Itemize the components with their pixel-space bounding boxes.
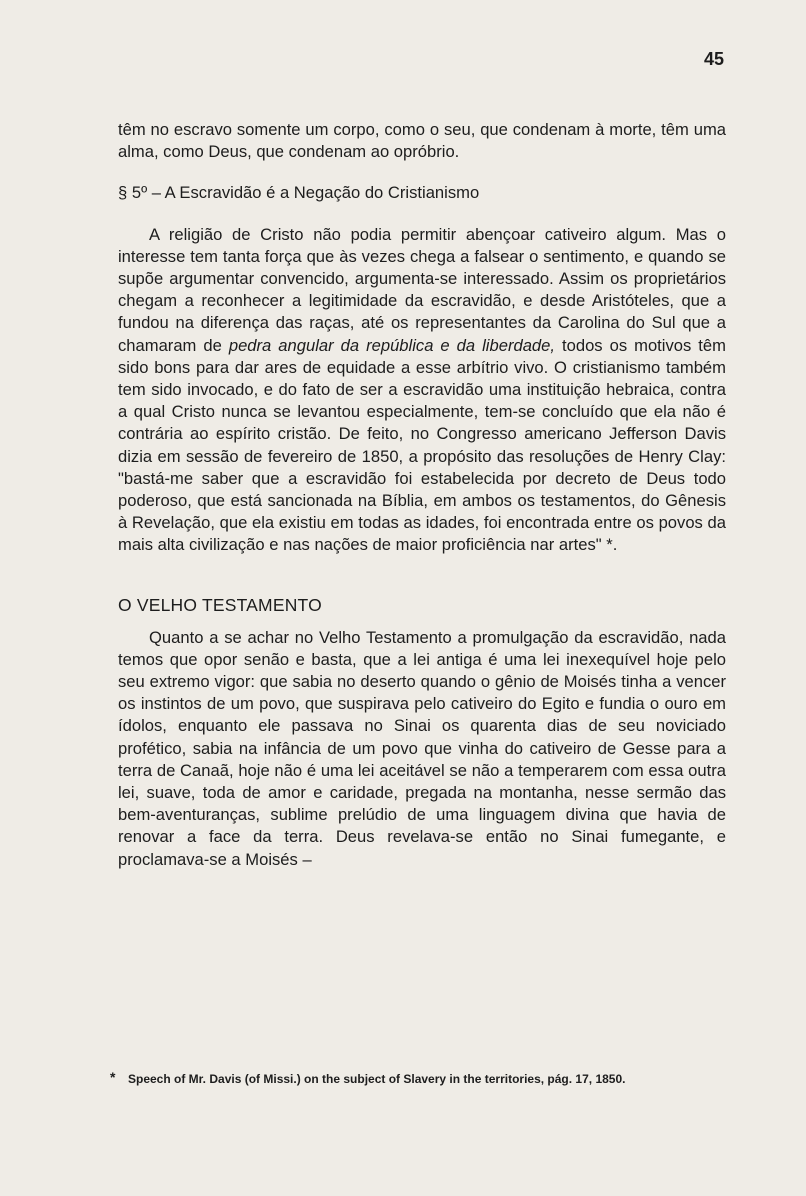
page-number: 45 [703,49,724,69]
paragraph-religion [118,224,726,557]
footnote-marker: * [110,1069,116,1085]
paragraph-text-part: todos os motivos têm sido bons para dar ares de equidade a esse arbítrio vivo. O cristianismo também tem sido invocado, e do fato de ser a escravidão uma instituição hebraica, contra a qual Cristo nunca se levantou especialmente, tem-se concluído que ela não é contrária ao espírito cristão. De feito, no Congresso americano Jefferson Davis dizia em sessão de fevereiro de 1850, a propósito das resoluções de Henry Clay: "bastá-me saber que a escravidão foi estabelecida por decreto de Deus todo poderoso, que está sancionada na Bíblia, em ambos os testamentos, do Gênesis à Revelação, que ela existiu em todas as idades, foi encontrada entre os povos da mais alta civilização e nas nações de maior proficiência nar artes" *. [118,335,726,555]
page-body [118,119,726,871]
italic-quote: pedra angular da república e da liberdade, [228,335,556,355]
paragraph-old-testament: Quanto a se achar no Velho Testamento a promulgação da escravidão, nada temos que opor senão e basta, que a lei antiga é uma lei inexequível hoje pelo seu extremo vigor: que sabia no deserto quando o gênio de Moisés tinha a vencer os instintos de um povo, que suspirava pelo cativeiro do Egito e fundia o ouro em ídolos, enquanto ele passava no Sinai os quarenta dias de seu noviciado profético, sabia na infância de um povo que vinha do cativeiro de Gesse para a terra de Canaã, hoje não é uma lei aceitável se não a temperarem com essa outra lei, suave, toda de amor e caridade, pregada na montanha, nesse sermão das bem-aventuranças, sublime prelúdio de uma linguagem divina que havia de renovar a face da terra. Deus revelava-se então no Sinai fumegante, e proclamava-se a Moisés – [118,627,726,869]
paragraph-continuation: têm no escravo somente um corpo, como o seu, que condenam à morte, têm uma alma, como Deus, que condenam ao opróbrio. [118,120,726,162]
footnote-text: Speech of Mr. Davis (of Missi.) on the subject of Slavery in the territories, pág. 17, 1850. [128,1072,626,1086]
paragraph-text-part: A religião de Cristo não podia permitir abençoar cativeiro algum. Mas o interesse tem tanta força que às vezes chega a falsear o sentimento, e quando se supõe argumentar convencido, argumenta-se interessado. Assim os proprietários chegam a reconhecer a legitimidade da escravidão, e desde Aristóteles, que a fundou na diferença das raças, até os representantes da Carolina do Sul que a chamaram de [118,224,726,355]
subheading: O VELHO TESTAMENTO [118,594,322,615]
section-heading: § 5º – A Escravidão é a Negação do Cristianismo [118,183,480,203]
footnote [110,1071,726,1088]
